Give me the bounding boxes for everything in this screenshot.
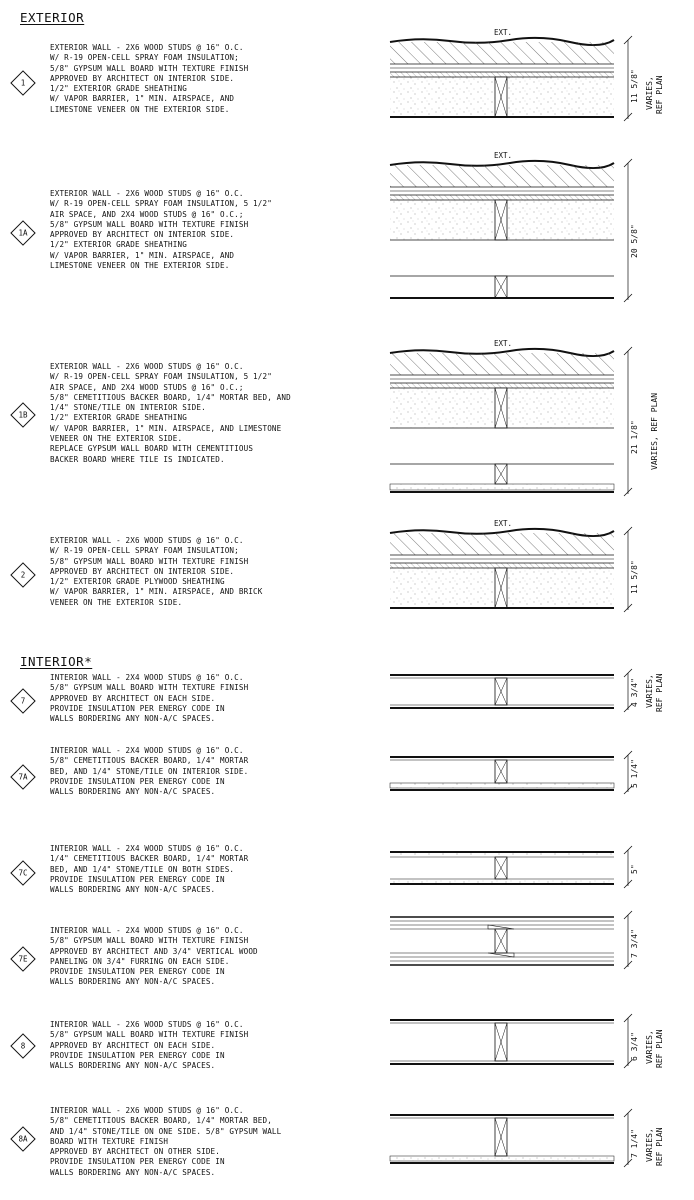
wall-tag: 7A [10,764,35,789]
ref-plan-label: REF PLAN [655,1029,664,1068]
dimension-label: 21 1/8" [630,420,639,454]
wall-section-7 [390,669,664,712]
wall-tag: 1A [10,220,35,245]
wall-tag: 1B [10,402,35,427]
wall-description: EXTERIOR WALL - 2X6 WOOD STUDS @ 16" O.C. W/ R-19 OPEN-CELL SPRAY FOAM INSULATION; 5/8" GYPSUM WALL BOARD WITH TEXTURE FINISH APPROVED BY ARCHITECT ON INTERIOR SIDE. 1/2" EXTERIOR GRADE PLYWOOD SHEATHING W/ VAPOR BARRIER, 1" MIN. AIRSPACE, AND BRICK VENEER ON THE EXTERIOR SIDE. [50,536,263,607]
interior-section-title: INTERIOR* [20,654,93,669]
wall-description: INTERIOR WALL - 2X6 WOOD STUDS @ 16" O.C. 5/8" CEMETITIOUS BACKER BOARD, 1/4" MORTAR BED, AND 1/4" STONE/TILE ON ONE SIDE. 5/8" GYPSUM WALL BOARD WITH TEXTURE FINISH APPROVED BY ARCHITECT ON OTHER SIDE. PROVIDE INSULATION PER ENERGY CODE IN WALLS BORDERING ANY NON-A/C SPACES. [50,1106,282,1177]
dimension-label: 5 1/4" [630,759,639,788]
wall-description: EXTERIOR WALL - 2X6 WOOD STUDS @ 16" O.C. W/ R-19 OPEN-CELL SPRAY FOAM INSULATION; 5/8" GYPSUM WALL BOARD WITH TEXTURE FINISH APPROVED BY ARCHITECT ON INTERIOR SIDE. 1/2" EXTERIOR GRADE SHEATHING W/ VAPOR BARRIER, 1" MIN. AIRSPACE, AND LIMESTONE VENEER ON THE EXTERIOR SIDE. [50,43,249,114]
wall-tag: 7E [10,946,35,971]
wall-description: EXTERIOR WALL - 2X6 WOOD STUDS @ 16" O.C. W/ R-19 OPEN-CELL SPRAY FOAM INSULATION, 5 1/2" AIR SPACE, AND 2X4 WOOD STUDS @ 16" O.C.; 5/8" CEMETITIOUS BACKER BOARD, 1/4" MORTAR BED, AND 1/4" STONE/TILE ON INTERIOR SIDE. 1/2" EXTERIOR GRADE SHEATHING W/ VAPOR BARRIER, 1" MIN. AIRSPACE, AND LIMESTONE VENEER ON THE EXTERIOR SIDE. REPLACE GYPSUM WALL BOARD WITH CEMENTITIOUS BACKER BOARD WHERE TILE IS INDICATED. [50,362,291,464]
wall-section-1a [390,151,639,302]
ref-plan-label: REF PLAN [655,1127,664,1166]
wall-section-1 [390,28,664,121]
dimension-label: 11 5/8" [630,69,639,103]
wall-section-1b [390,339,659,496]
wall-section-7a [390,751,639,794]
wall-section-7c [390,846,639,888]
dimension-label: 4 3/4" [630,678,639,707]
wall-section-2 [390,519,639,612]
wall-description: INTERIOR WALL - 2X4 WOOD STUDS @ 16" O.C. 1/4" CEMETITIOUS BACKER BOARD, 1/4" MORTAR BED, AND 1/4" STONE/TILE ON BOTH SIDES. PROVIDE INSULATION PER ENERGY CODE IN WALLS BORDERING ANY NON-A/C SPACES. [50,844,249,895]
varies-label: VARIES, [645,674,654,708]
wall-description: INTERIOR WALL - 2X4 WOOD STUDS @ 16" O.C. 5/8" CEMETITIOUS BACKER BOARD, 1/4" MORTAR BED, AND 1/4" STONE/TILE ON INTERIOR SIDE. PROVIDE INSULATION PER ENERGY CODE IN WALLS BORDERING ANY NON-A/C SPACES. [50,746,249,797]
ext-label: EXT. [494,339,513,348]
wall-description: INTERIOR WALL - 2X4 WOOD STUDS @ 16" O.C. 5/8" GYPSUM WALL BOARD WITH TEXTURE FINISH APPROVED BY ARCHITECT AND 3/4" VERTICAL WOOD PANELING ON 3/4" FURRING ON EACH SIDE. PROVIDE INSULATION PER ENERGY CODE IN WALLS BORDERING ANY NON-A/C SPACES. [50,926,258,987]
dimension-label: 11 5/8" [630,560,639,594]
wall-tag: 7C [10,860,35,885]
dimension-label: 20 5/8" [630,224,639,258]
wall-tag: 8A [10,1126,35,1151]
wall-section-7e [390,911,639,969]
varies-label: VARIES, [645,1128,654,1162]
wall-section-8a [390,1109,664,1167]
ext-label: EXT. [494,519,513,528]
ref-plan-label: REF PLAN [655,673,664,712]
wall-description: INTERIOR WALL - 2X6 WOOD STUDS @ 16" O.C. 5/8" GYPSUM WALL BOARD WITH TEXTURE FINISH APPROVED BY ARCHITECT ON EACH SIDE. PROVIDE INSULATION PER ENERGY CODE IN WALLS BORDERING ANY NON-A/C SPACES. [50,1020,249,1071]
ref-plan-label: REF PLAN [655,75,664,114]
wall-description: INTERIOR WALL - 2X4 WOOD STUDS @ 16" O.C. 5/8" GYPSUM WALL BOARD WITH TEXTURE FINISH APPROVED BY ARCHITECT ON EACH SIDE. PROVIDE INSULATION PER ENERGY CODE IN WALLS BORDERING ANY NON-A/C SPACES. [50,673,249,724]
wall-description: EXTERIOR WALL - 2X6 WOOD STUDS @ 16" O.C. W/ R-19 OPEN-CELL SPRAY FOAM INSULATION, 5 1/2" AIR SPACE, AND 2X4 WOOD STUDS @ 16" O.C.; 5/8" GYPSUM WALL BOARD WITH TEXTURE FINISH APPROVED BY ARCHITECT ON INTERIOR SIDE. 1/2" EXTERIOR GRADE SHEATHING W/ VAPOR BARRIER, 1" MIN. AIRSPACE, AND LIMESTONE VENEER ON THE EXTERIOR SIDE. [50,189,272,271]
dimension-label: 7 1/4" [630,1129,639,1158]
wall-section-8 [390,1014,664,1068]
ext-label: EXT. [494,28,513,37]
exterior-section-title: EXTERIOR [20,10,85,25]
wall-tag: 7 [10,688,35,713]
ext-label: EXT. [494,151,513,160]
dimension-label: 6 3/4" [630,1032,639,1061]
wall-tag: 8 [10,1033,35,1058]
varies-label: VARIES, REF PLAN [650,392,659,470]
varies-label: VARIES, [645,76,654,110]
dimension-label: 7 3/4" [630,929,639,958]
dimension-label: 5" [630,864,639,874]
wall-tag: 1 [10,70,35,95]
wall-tag: 2 [10,562,35,587]
varies-label: VARIES, [645,1030,654,1064]
